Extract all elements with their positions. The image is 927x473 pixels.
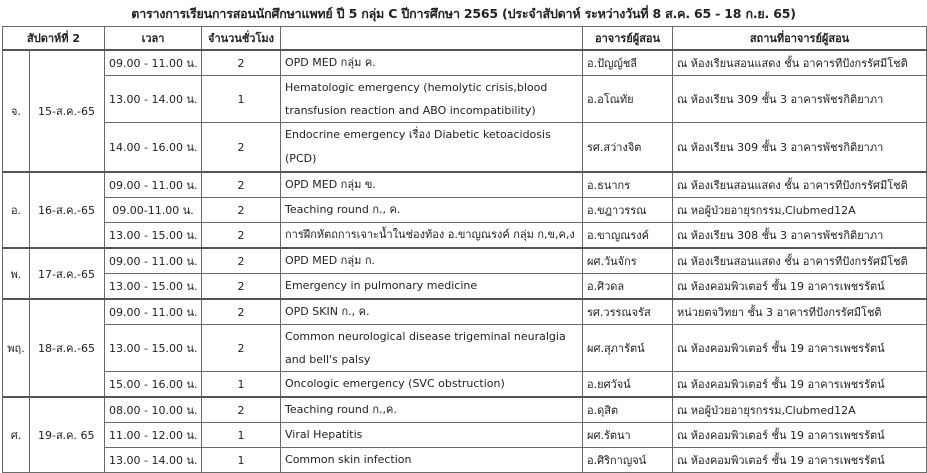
session-instructor: อ.ศิริกาญจน์ [583, 448, 673, 473]
session-location: ณ ห้องเรียนสอนแสดง ชั้น อาคารทีปังกรรัศมีโชติ [673, 172, 927, 198]
session-instructor: รศ.วรรณจรัส [583, 299, 673, 325]
session-instructor: อ.ปัญญ์ชลี [583, 50, 673, 76]
header-location: สถานที่อาจารย์ผู้สอน [673, 27, 927, 51]
session-instructor: ผศ.วันจักร [583, 248, 673, 274]
table-row [3, 448, 927, 473]
session-topic: Teaching round ก.,ค. [281, 397, 583, 423]
header-instructor: อาจารย์ผู้สอน [583, 27, 673, 51]
session-time: 09.00 - 11.00 น. [105, 172, 202, 198]
session-instructor: ผศ.รัตนา [583, 423, 673, 448]
session-hours: 1 [202, 76, 281, 123]
session-topic: Common skin infection [281, 448, 583, 473]
session-location: ณ ห้องเรียนสอนแสดง ชั้น อาคารทีปังกรรัศมีโชติ [673, 50, 927, 76]
date-label: 19-ส.ค. 65 [30, 397, 105, 473]
session-time: 11.00 - 12.00 น. [105, 423, 202, 448]
header-topic [281, 27, 583, 51]
session-instructor: อ.ขาญณรงค์ [583, 223, 673, 249]
session-time: 09.00 - 11.00 น. [105, 50, 202, 76]
session-topic: OPD MED กลุ่ม ก. [281, 248, 583, 274]
session-location: ณ ห้องคอมพิวเตอร์ ชั้น 19 อาคารเพชรรัตน์ [673, 423, 927, 448]
session-time: 13.00 - 15.00 น. [105, 274, 202, 300]
date-label: 15-ส.ค.-65 [30, 50, 105, 172]
header-row [3, 27, 927, 51]
session-hours: 1 [202, 448, 281, 473]
session-topic: Oncologic emergency (SVC obstruction) [281, 372, 583, 398]
session-hours: 2 [202, 198, 281, 223]
session-hours: 1 [202, 423, 281, 448]
session-instructor: รศ.สว่างจิต [583, 123, 673, 173]
session-hours: 2 [202, 325, 281, 372]
session-hours: 2 [202, 299, 281, 325]
session-topic: OPD SKIN ก., ค. [281, 299, 583, 325]
date-label: 17-ส.ค.-65 [30, 248, 105, 299]
session-location: ณ ห้องเรียน 309 ชั้น 3 อาคารพัชรกิติยาภา [673, 123, 927, 173]
session-time: 13.00 - 14.00 น. [105, 76, 202, 123]
table-row [3, 123, 927, 173]
session-time: 09.00-11.00 น. [105, 198, 202, 223]
table-row [3, 325, 927, 372]
session-instructor: อ.ขฎาวรรณ [583, 198, 673, 223]
session-hours: 1 [202, 372, 281, 398]
session-location: หน่วยตจวิทยา ชั้น 3 อาคารทีปังกรรัศมีโชติ [673, 299, 927, 325]
header-week: สัปดาห์ที่ 2 [3, 27, 105, 51]
session-topic: Emergency in pulmonary medicine [281, 274, 583, 300]
schedule-table [2, 26, 927, 473]
table-row [3, 372, 927, 398]
session-hours: 2 [202, 274, 281, 300]
session-topic: OPD MED กลุ่ม ค. [281, 50, 583, 76]
session-time: 13.00 - 15.00 น. [105, 223, 202, 249]
header-hours: จำนวนชั่วโมง [202, 27, 281, 51]
session-hours: 2 [202, 397, 281, 423]
session-time: 13.00 - 14.00 น. [105, 448, 202, 473]
session-instructor: อ.ยศวัจน์ [583, 372, 673, 398]
day-label: ศ. [3, 397, 30, 473]
day-label: อ. [3, 172, 30, 248]
day-label: พฤ. [3, 299, 30, 397]
session-time: 15.00 - 16.00 น. [105, 372, 202, 398]
session-time: 14.00 - 16.00 น. [105, 123, 202, 173]
session-location: ณ หอผู้ป่วยอายุรกรรม,Clubmed12A [673, 397, 927, 423]
table-row [3, 198, 927, 223]
session-time: 09.00 - 11.00 น. [105, 299, 202, 325]
session-location: ณ หอผู้ป่วยอายุรกรรม,Clubmed12A [673, 198, 927, 223]
table-row [3, 423, 927, 448]
session-topic: Endocrine emergency เรื่อง Diabetic ketoacidosis (PCD) [281, 123, 583, 173]
session-topic: Teaching round ก., ค. [281, 198, 583, 223]
table-row [3, 172, 927, 198]
session-topic: Hematologic emergency (hemolytic crisis,blood transfusion reaction and ABO incompatibility) [281, 76, 583, 123]
session-location: ณ ห้องเรียน 309 ชั้น 3 อาคารพัชรกิติยาภา [673, 76, 927, 123]
session-hours: 2 [202, 248, 281, 274]
session-hours: 2 [202, 172, 281, 198]
date-label: 16-ส.ค.-65 [30, 172, 105, 248]
page-title: ตารางการเรียนการสอนนักศึกษาแพทย์ ปี 5 กลุ่ม C ปีการศึกษา 2565 (ประจำสัปดาห์ ระหว่างวันที่ 8 ส.ค. 65 - 18 ก.ย. 65) [131, 6, 796, 21]
date-label: 18-ส.ค.-65 [30, 299, 105, 397]
header-time: เวลา [105, 27, 202, 51]
table-row [3, 248, 927, 274]
table-row [3, 299, 927, 325]
session-hours: 2 [202, 123, 281, 173]
session-location: ณ ห้องคอมพิวเตอร์ ชั้น 19 อาคารเพชรรัตน์ [673, 325, 927, 372]
session-topic: Common neurological disease trigeminal neuralgia and bell's palsy [281, 325, 583, 372]
session-location: ณ ห้องคอมพิวเตอร์ ชั้น 19 อาคารเพชรรัตน์ [673, 448, 927, 473]
session-topic: Viral Hepatitis [281, 423, 583, 448]
session-hours: 2 [202, 50, 281, 76]
session-time: 09.00 - 11.00 น. [105, 248, 202, 274]
session-instructor: อ.ธนากร [583, 172, 673, 198]
session-location: ณ ห้องเรียน 308 ชั้น 3 อาคารพัชรกิติยาภา [673, 223, 927, 249]
session-instructor: ผศ.สุภารัตน์ [583, 325, 673, 372]
session-time: 13.00 - 15.00 น. [105, 325, 202, 372]
day-label: พ. [3, 248, 30, 299]
table-row [3, 274, 927, 300]
session-hours: 2 [202, 223, 281, 249]
session-instructor: อ.ศิวดล [583, 274, 673, 300]
session-topic: OPD MED กลุ่ม ข. [281, 172, 583, 198]
table-row [3, 397, 927, 423]
session-location: ณ ห้องเรียนสอนแสดง ชั้น อาคารทีปังกรรัศมีโชติ [673, 248, 927, 274]
session-location: ณ ห้องคอมพิวเตอร์ ชั้น 19 อาคารเพชรรัตน์ [673, 274, 927, 300]
session-instructor: อ.อโณทัย [583, 76, 673, 123]
table-row [3, 223, 927, 249]
day-label: จ. [3, 50, 30, 172]
session-instructor: อ.ดุสิต [583, 397, 673, 423]
session-time: 08.00 - 10.00 น. [105, 397, 202, 423]
session-topic: การฝึกหัตถการเจาะน้ำในช่องท้อง อ.ขาญณรงค์ กลุ่ม ก,ข,ค,ง [281, 223, 583, 249]
table-row [3, 50, 927, 76]
session-location: ณ ห้องคอมพิวเตอร์ ชั้น 19 อาคารเพชรรัตน์ [673, 372, 927, 398]
table-row [3, 76, 927, 123]
